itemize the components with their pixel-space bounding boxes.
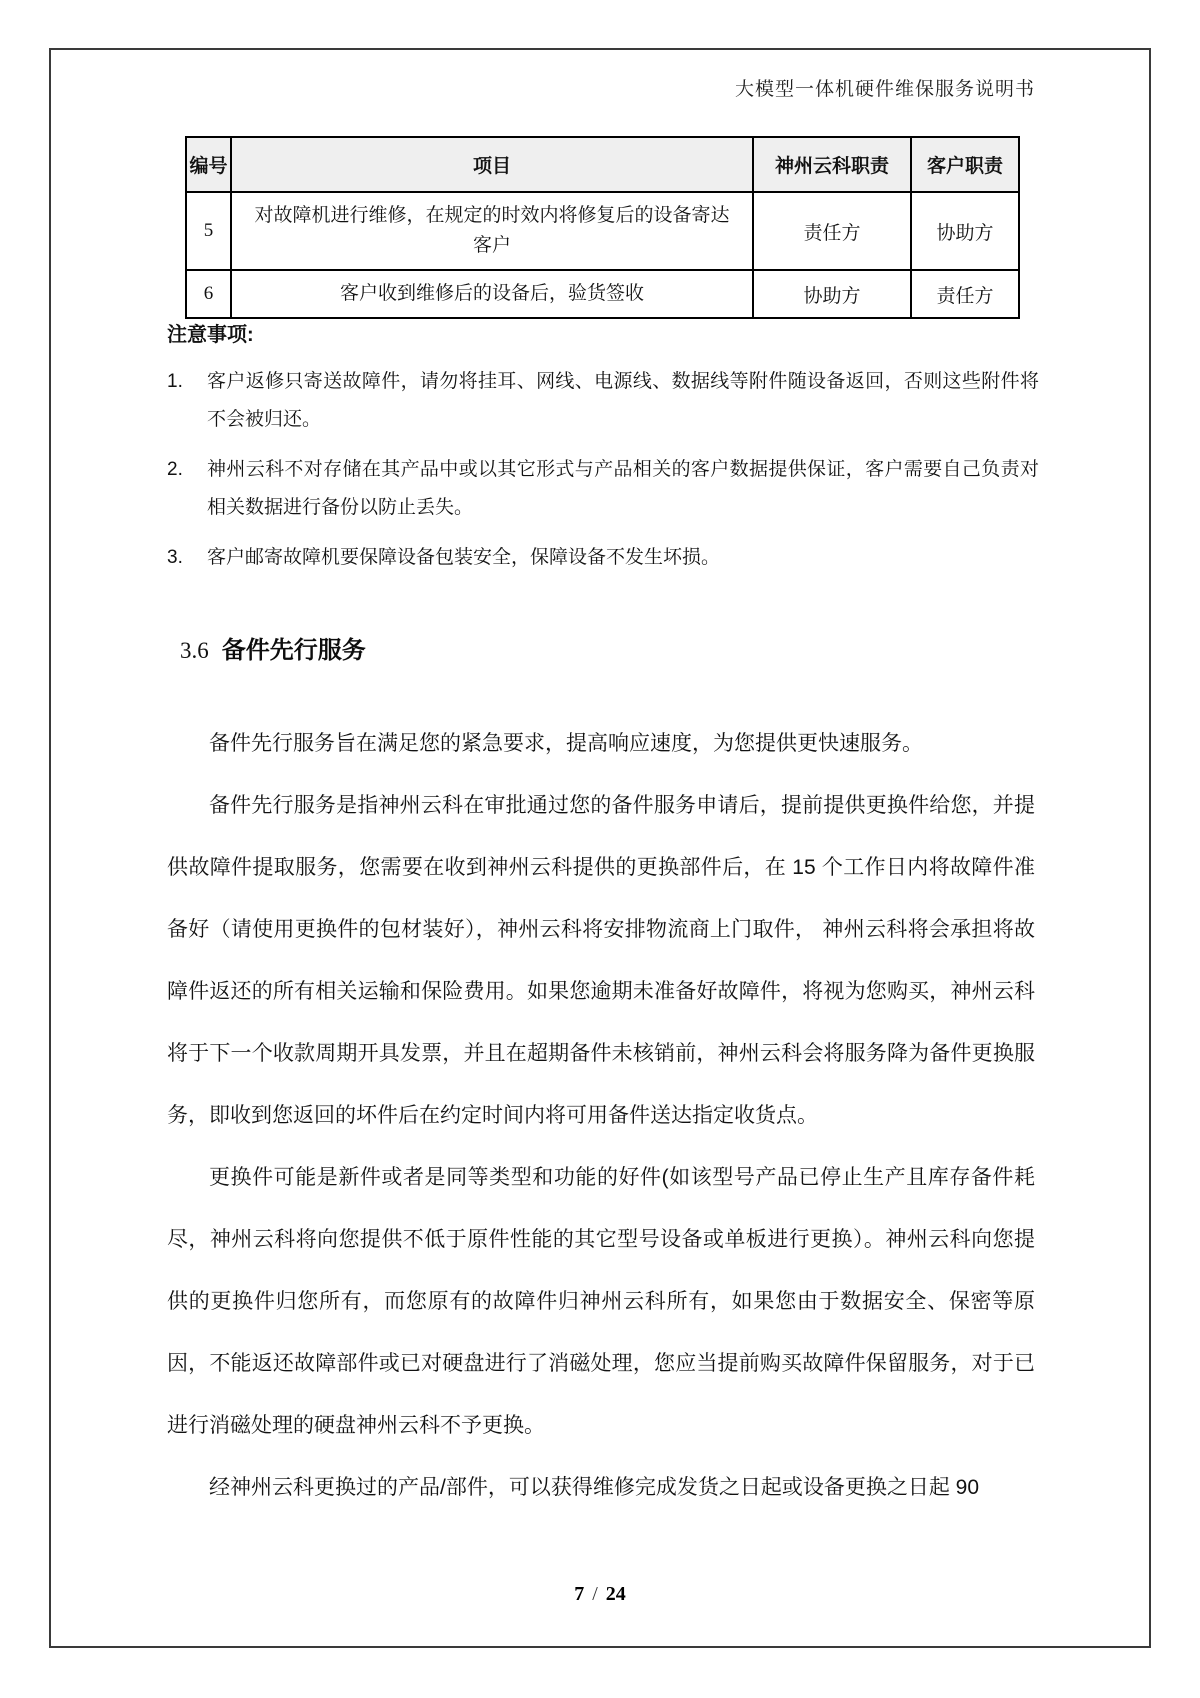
current-page-number: 7 xyxy=(574,1583,585,1605)
total-page-count: 24 xyxy=(605,1583,626,1605)
table-header-vendor-role: 神州云科职责 xyxy=(753,137,911,192)
table-header-item: 项目 xyxy=(231,137,753,192)
list-item xyxy=(167,451,1039,527)
table-header-customer-role: 客户职责 xyxy=(911,137,1019,192)
table-header-no: 编号 xyxy=(186,137,231,192)
section-number: 3.6 xyxy=(180,638,209,663)
paragraph: 经神州云科更换过的产品/部件，可以获得维修完成发货之日起或设备更换之日起 90 xyxy=(209,1476,980,1499)
list-item-number: 2. xyxy=(167,459,183,480)
table-row xyxy=(186,270,1019,318)
cell-customer-role: 责任方 xyxy=(911,270,1019,318)
responsibility-table xyxy=(185,136,1018,319)
list-item-text: 客户邮寄故障机要保障设备包装安全，保障设备不发生坏损。 xyxy=(207,547,721,568)
paragraph: 备件先行服务旨在满足您的紧急要求，提高响应速度，为您提供更快速服务。 xyxy=(209,732,923,755)
body-paragraphs xyxy=(167,713,1035,1519)
section-heading xyxy=(180,630,366,665)
cell-item: 客户收到维修后的设备后，验货签收 xyxy=(231,270,753,318)
page-number-separator: / xyxy=(592,1583,598,1605)
list-item-number: 3. xyxy=(167,547,183,568)
list-item-number: 1. xyxy=(167,371,183,392)
running-header-title: 大模型一体机硬件维保服务说明书 xyxy=(734,79,1035,100)
cell-no: 5 xyxy=(186,192,231,270)
paragraph: 备件先行服务是指神州云科在审批通过您的备件服务申请后，提前提供更换件给您，并提供故障件提取服务，您需要在收到神州云科提供的更换部件后，在 15 个工作日内将故障件准备好（请使用更换件的包材装好），神州云科将安排物流商上门取件， 神州云科将会承担将故障件返还的所有相关运输和保险费用。如果您逾期未准备好故障件，将视为您购买，神州云科将于下一个收款周期开具发票，并且在超期备件未核销前，神州云科会将服务降为备件更换服务，即收到您返回的坏件后在约定时间内将可用备件送达指定收货点。 xyxy=(167,794,1035,1127)
notes-title: 注意事项: xyxy=(167,324,254,346)
cell-item: 对故障机进行维修，在规定的时效内将修复后的设备寄达客户 xyxy=(231,192,753,270)
cell-vendor-role: 协助方 xyxy=(753,270,911,318)
list-item-text: 客户返修只寄送故障件，请勿将挂耳、网线、电源线、数据线等附件随设备返回，否则这些附件将不会被归还。 xyxy=(207,371,1039,430)
table-row xyxy=(186,192,1019,270)
list-item xyxy=(167,539,1039,577)
paragraph: 更换件可能是新件或者是同等类型和功能的好件(如该型号产品已停止生产且库存备件耗尽，神州云科将向您提供不低于原件性能的其它型号设备或单板进行更换）。神州云科向您提供的更换件归您所有，而您原有的故障件归神州云科所有，如果您由于数据安全、保密等原因，不能返还故障部件或已对硬盘进行了消磁处理，您应当提前购买故障件保留服务，对于已进行消磁处理的硬盘神州云科不予更换。 xyxy=(167,1166,1035,1437)
cell-customer-role: 协助方 xyxy=(911,192,1019,270)
list-item-text: 神州云科不对存储在其产品中或以其它形式与产品相关的客户数据提供保证，客户需要自己负责对相关数据进行备份以防止丢失。 xyxy=(207,459,1039,518)
cell-no: 6 xyxy=(186,270,231,318)
cell-vendor-role: 责任方 xyxy=(753,192,911,270)
page-number-footer xyxy=(0,1583,1200,1606)
table-header-row xyxy=(186,137,1019,192)
section-title: 备件先行服务 xyxy=(221,637,366,664)
list-item xyxy=(167,363,1039,439)
notes-section xyxy=(167,318,1039,589)
